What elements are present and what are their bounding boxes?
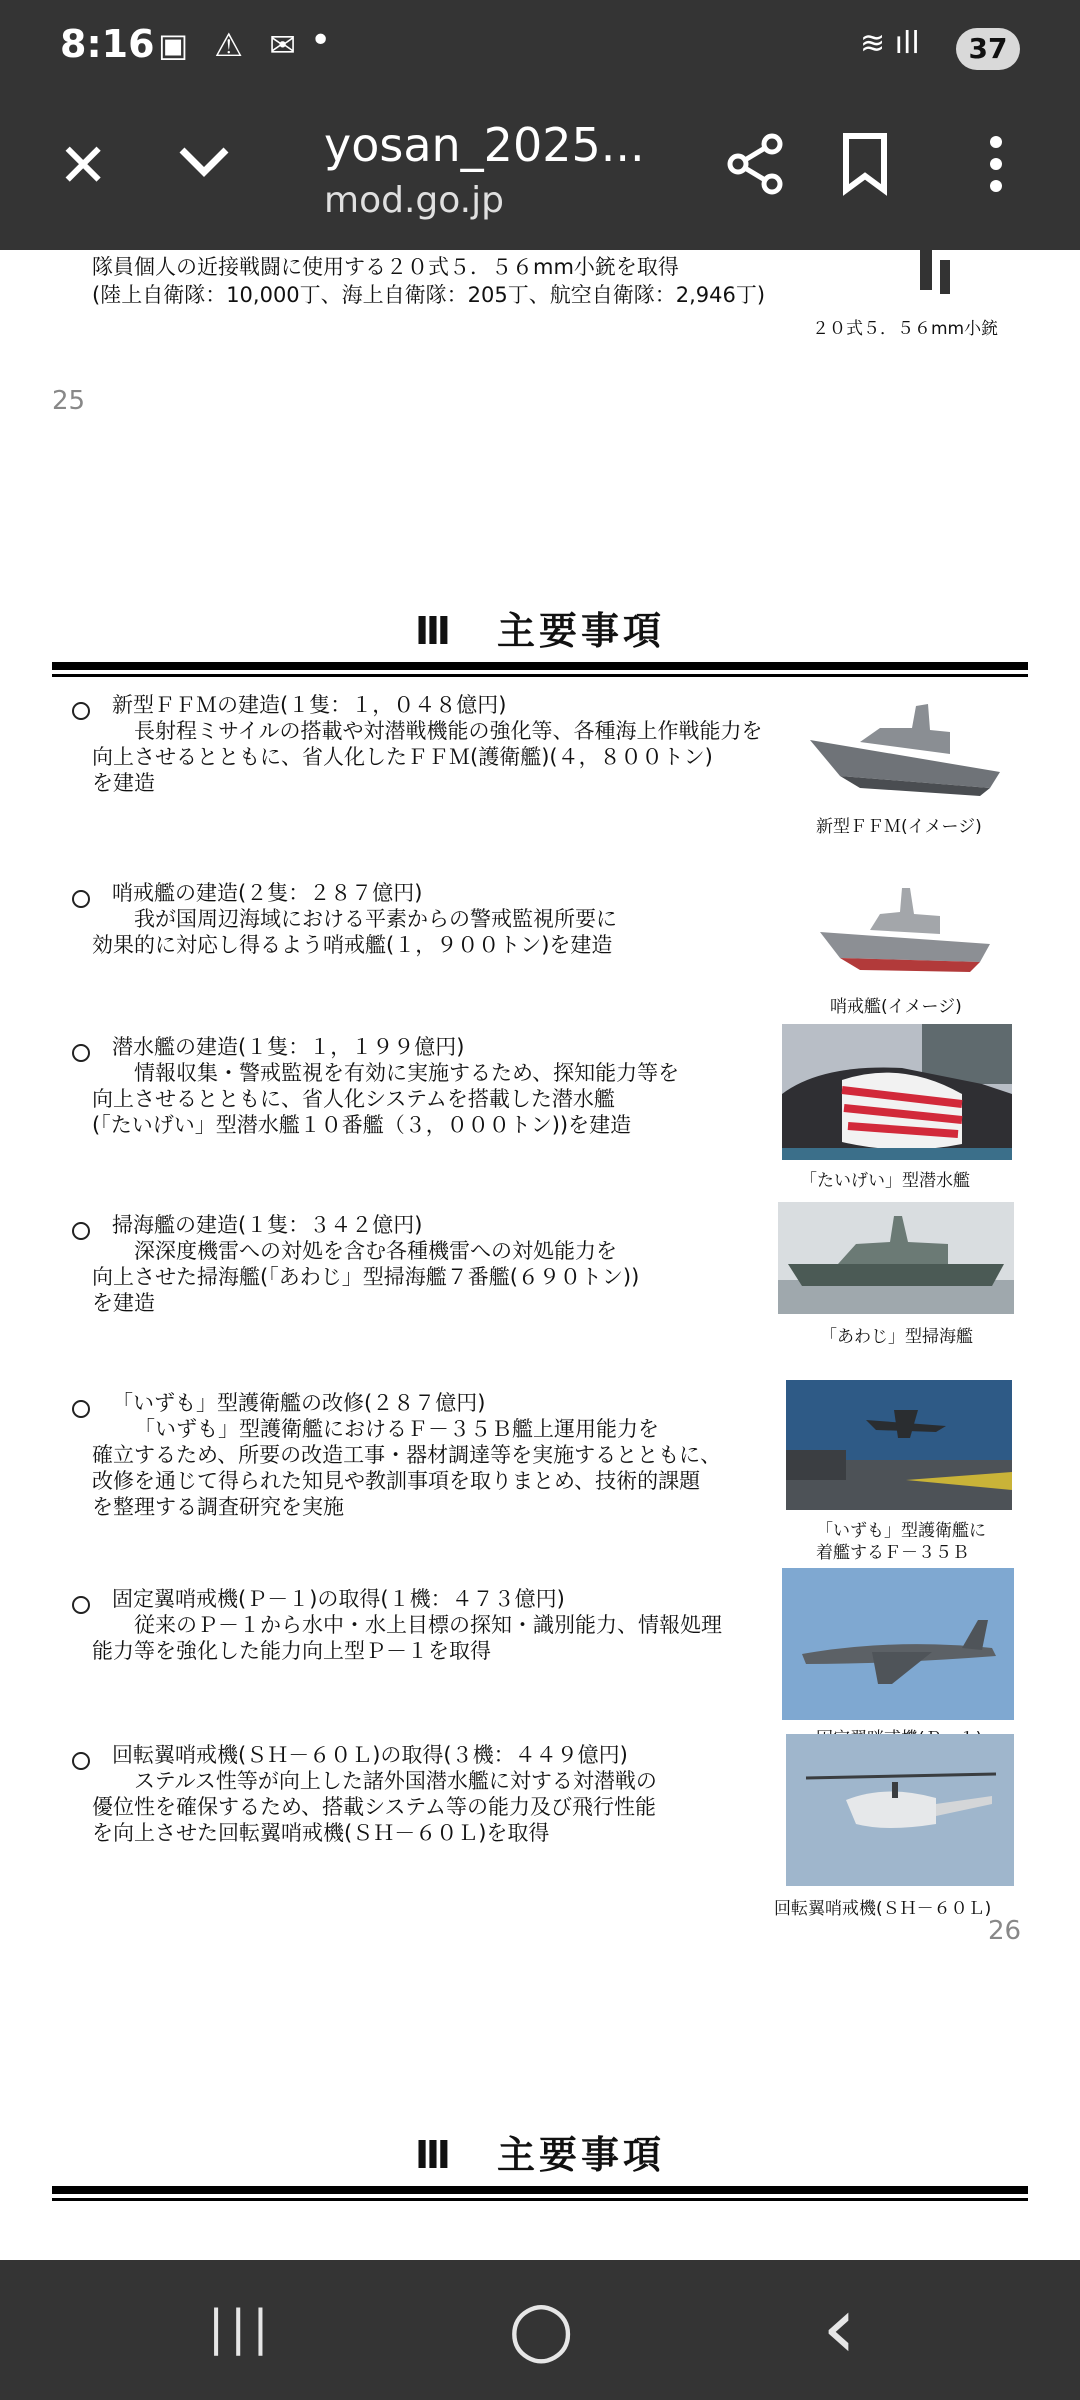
item-line: (「たいげい」型潜水艦１０番艦（３，０００トン))を建造 — [92, 1113, 632, 1137]
item-title: 新型ＦＦＭの建造(１隻：１，０４８億円) — [112, 693, 507, 717]
item-line: を整理する調査研究を実施 — [92, 1495, 344, 1519]
p1-aircraft-image — [782, 1568, 1014, 1720]
page-number: 25 — [52, 386, 86, 416]
item-line: 向上させた掃海艦(「あわじ」型掃海艦７番艦(６９０トン)) — [92, 1265, 640, 1289]
item-caption: 回転翼哨戒機(ＳＨ－６０Ｌ) — [774, 1899, 992, 1919]
close-icon[interactable]: ✕ — [58, 131, 109, 201]
item-title: 潜水艦の建造(１隻：１，１９９億円) — [112, 1035, 465, 1059]
submarine-image — [782, 1024, 1012, 1160]
minesweeper-image — [778, 1202, 1014, 1314]
back-button[interactable]: ‹ — [822, 2278, 857, 2378]
bullet-icon — [72, 890, 90, 908]
rifle-image — [910, 250, 970, 300]
page25-text-line: 隊員個人の近接戦闘に使用する２０式５．５６mm小銃を取得 — [92, 255, 679, 279]
item-line: 確立するため、所要の改造工事・器材調達等を実施するとともに、 — [92, 1443, 722, 1467]
item-line: 能力等を強化した能力向上型Ｐ－１を取得 — [92, 1639, 491, 1663]
wifi-signal-icon: ≋ ıll — [860, 26, 920, 61]
item-caption: 着艦するＦ－３５Ｂ — [816, 1543, 969, 1563]
bookmark-icon[interactable] — [838, 132, 892, 206]
section-heading: Ⅲ 主要事項 — [415, 2133, 665, 2177]
item-line: 効果的に対応し得るよう哨戒艦(１，９００トン)を建造 — [92, 933, 613, 957]
share-icon[interactable] — [724, 132, 788, 206]
status-time: 8:16 — [60, 22, 155, 66]
item-line: を建造 — [92, 771, 155, 795]
item-title: 哨戒艦の建造(２隻：２８７億円) — [112, 881, 423, 905]
battery-badge: 37 — [956, 28, 1020, 70]
pdf-page-27 — [0, 2090, 1080, 2260]
bullet-icon — [72, 1400, 90, 1418]
heading-rule — [52, 674, 1028, 677]
patrol-ship-image — [810, 872, 1000, 982]
item-title: 「いずも」型護衛艦の改修(２８７億円) — [112, 1391, 486, 1415]
system-nav-bar — [0, 2260, 1080, 2400]
item-line: 我が国周辺海域における平素からの警戒監視所要に — [134, 907, 617, 931]
item-caption: 「あわじ」型掃海艦 — [820, 1327, 973, 1347]
item-line: を建造 — [92, 1291, 155, 1315]
f35b-landing-image — [786, 1380, 1012, 1510]
section-heading: Ⅲ 主要事項 — [415, 609, 665, 653]
status-bar — [0, 0, 1080, 96]
item-title: 掃海艦の建造(１隻：３４２億円) — [112, 1213, 423, 1237]
item-caption: 「いずも」型護衛艦に — [816, 1521, 986, 1541]
item-line: を向上させた回転翼哨戒機(ＳＨ－６０Ｌ)を取得 — [92, 1821, 550, 1845]
heading-rule — [52, 2198, 1028, 2201]
heading-rule — [52, 662, 1028, 670]
chevron-down-icon[interactable] — [172, 130, 236, 204]
item-line: 情報収集・警戒監視を有効に実施するため、探知能力等を — [134, 1061, 680, 1085]
recents-button[interactable]: ||| — [208, 2300, 275, 2356]
page25-caption: ２０式５．５６mm小銃 — [812, 319, 999, 339]
document-host: mod.go.jp — [324, 180, 504, 221]
item-line: 長射程ミサイルの搭載や対潜戦機能の強化等、各種海上作戦能力を — [134, 719, 763, 743]
pdf-viewer[interactable] — [0, 250, 1080, 2260]
page25-text-line: (陸上自衛隊：10,000丁、海上自衛隊：205丁、航空自衛隊：2,946丁) — [92, 283, 766, 307]
bullet-icon — [72, 1044, 90, 1062]
item-line: 深深度機雷への対処を含む各種機雷への対処能力を — [134, 1239, 617, 1263]
notification-icons: ▣ ⚠ ✉ — [158, 26, 305, 64]
item-caption: 「たいげい」型潜水艦 — [800, 1171, 970, 1191]
item-line: 向上させるとともに、省人化システムを搭載した潜水艦 — [92, 1087, 615, 1111]
page-number: 26 — [988, 1916, 1022, 1946]
bullet-icon — [72, 1596, 90, 1614]
bullet-icon — [72, 1752, 90, 1770]
item-caption: 新型ＦＦＭ(イメージ) — [816, 817, 982, 837]
item-line: 向上させるとともに、省人化したＦＦＭ(護衛艦)(４，８００トン) — [92, 745, 713, 769]
item-line: 優位性を確保するため、搭載システム等の能力及び飛行性能 — [92, 1795, 657, 1819]
bullet-icon — [72, 1222, 90, 1240]
item-line: 従来のＰ－１から水中・水上目標の探知・識別能力、情報処理 — [134, 1613, 722, 1637]
item-line: 「いずも」型護衛艦におけるＦ－３５Ｂ艦上運用能力を — [134, 1417, 659, 1441]
document-title: yosan_2025... — [324, 118, 645, 172]
more-notifications-dot-icon: • — [310, 20, 332, 61]
item-caption: 哨戒艦(イメージ) — [830, 997, 962, 1017]
item-title: 固定翼哨戒機(Ｐ－１)の取得(１機：４７３億円) — [112, 1587, 565, 1611]
more-options-icon[interactable] — [984, 132, 1008, 206]
item-title: 回転翼哨戒機(ＳＨ－６０Ｌ)の取得(３機：４４９億円) — [112, 1743, 628, 1767]
item-line: 改修を通じて得られた知見や教訓事項を取りまとめ、技術的課題 — [92, 1469, 701, 1493]
browser-toolbar — [0, 96, 1080, 250]
sh60l-helicopter-image — [786, 1734, 1014, 1886]
item-line: ステルス性等が向上した諸外国潜水艦に対する対潜戦の — [134, 1769, 657, 1793]
bullet-icon — [72, 702, 90, 720]
ffm-ship-image — [800, 692, 1020, 802]
heading-rule — [52, 2186, 1028, 2194]
home-button[interactable]: ○ — [508, 2283, 575, 2372]
pdf-page-26 — [0, 522, 1080, 2254]
